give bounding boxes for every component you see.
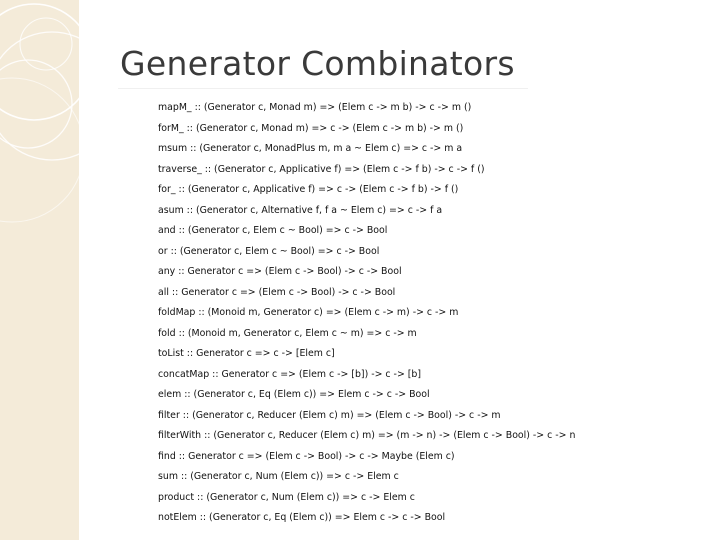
decorative-rings-graphic [0, 0, 79, 540]
signature-list [158, 98, 575, 529]
signature-line: all :: Generator c => (Elem c -> Bool) -> c -> Bool [158, 286, 396, 298]
signature-line: notElem :: (Generator c, Eq (Elem c)) => Elem c -> c -> Bool [158, 512, 446, 523]
slide-title: Generator Combinators [120, 44, 515, 83]
decorative-side-panel [0, 0, 79, 540]
signature-line: sum :: (Generator c, Num (Elem c)) => c -> Elem c [158, 471, 399, 482]
signature-line: concatMap :: Generator c => (Elem c -> [b]) -> c -> [b] [158, 368, 422, 380]
signature-line: foldMap :: (Monoid m, Generator c) => (Elem c -> m) -> c -> m [158, 307, 459, 318]
title-divider [118, 88, 528, 89]
signature-line: for_ :: (Generator c, Applicative f) => c -> (Elem c -> f b) -> f () [158, 184, 459, 195]
signature-line: elem :: (Generator c, Eq (Elem c)) => Elem c -> c -> Bool [158, 389, 430, 400]
signature-line: product :: (Generator c, Num (Elem c)) => c -> Elem c [158, 491, 415, 503]
signature-line: toList :: Generator c => c -> [Elem c] [158, 348, 335, 359]
signature-line: filter :: (Generator c, Reducer (Elem c) m) => (Elem c -> Bool) -> c -> m [158, 409, 501, 421]
signature-line: traverse_ :: (Generator c, Applicative f) => (Elem c -> f b) -> c -> f () [158, 163, 485, 175]
signature-line: find :: Generator c => (Elem c -> Bool) -> c -> Maybe (Elem c) [158, 450, 455, 462]
signature-line: msum :: (Generator c, MonadPlus m, m a ~ Elem c) => c -> m a [158, 143, 463, 154]
signature-line: forM_ :: (Generator c, Monad m) => c -> (Elem c -> m b) -> m () [158, 122, 464, 134]
signature-line: asum :: (Generator c, Alternative f, f a ~ Elem c) => c -> f a [158, 204, 443, 216]
signature-line: any :: Generator c => (Elem c -> Bool) -> c -> Bool [158, 266, 402, 277]
signature-line: or :: (Generator c, Elem c ~ Bool) => c -> Bool [158, 245, 380, 257]
signature-line: mapM_ :: (Generator c, Monad m) => (Elem c -> m b) -> c -> m () [158, 102, 472, 113]
signature-line: fold :: (Monoid m, Generator c, Elem c ~ m) => c -> m [158, 327, 417, 339]
signature-line: filterWith :: (Generator c, Reducer (Elem c) m) => (m -> n) -> (Elem c -> Bool) -> c -> n [158, 430, 576, 441]
signature-line: and :: (Generator c, Elem c ~ Bool) => c -> Bool [158, 225, 388, 236]
